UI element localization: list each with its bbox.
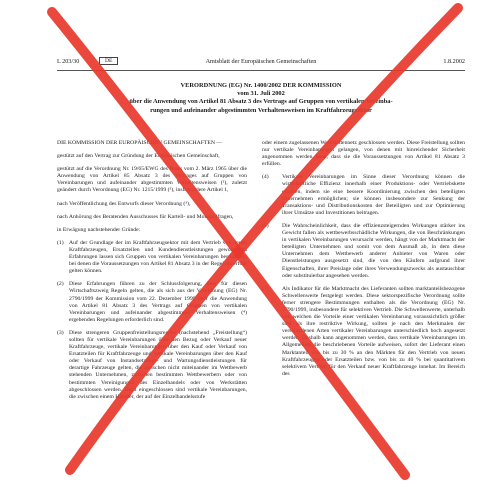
recital-item xyxy=(57,240,247,275)
recital-text: Diese Erfahrungen führen zu der Schlussfolgerung, dass für diesen Wirtschaftszweig Regeln gelten, die als sich aus der Verordnung (EG) Nr. 2790/1999 der Kommission vom 22. Dezember 1999 über die Anwendung von Artikel 81 Absatz 3 des Vertrags auf Gruppen von vertikalen Vereinbarungen und aufeinander abgestimmten Verhaltensweisen (⁴) ergebenden Regelungen erforderlich sind. xyxy=(69,281,247,323)
recital-item xyxy=(57,281,247,324)
recital-number: (7) xyxy=(262,285,269,292)
preamble-paragraph: nach Veröffentlichung des Entwurfs dieser Verordnung (³), xyxy=(57,200,191,207)
recital-number: (3) xyxy=(57,329,64,336)
page-reference: L 203/30 xyxy=(57,58,80,65)
title-line-2: vom 31. Juli 2002 xyxy=(237,90,285,98)
left-column xyxy=(57,140,247,407)
recital-text: Auf der Grundlage der im Kraftfahrzeugsektor mit dem Vertrieb von neuen Kraftfahrzeugen, Ersatzteilen und Kundendienstleistungen gewonnenen Erfahrungen lassen sich Gruppen von vertikalen Vereinbarungen bestimmen, bei denen die Voraussetzungen von Artikel 81 Absatz 3 in der Regel als erfüllt gelten können. xyxy=(69,239,247,275)
recital-item xyxy=(262,174,465,217)
recital-text: Diese strengeren Gruppenfreistellungsregeln (nachstehend „Freistellung“) sollten für vertikale Vereinbarungen über den Bezug oder Verkauf neuer Kraftfahrzeuge, vertikale Vereinbarungen über den Kauf oder Verkauf von Ersatzteilen für Kraftfahrzeuge und vertikale Vereinbarungen über den Kauf oder Verkauf von Instandsetzungs- und Wartungsdienstleistungen für derartige Fahrzeuge gelten, die zwischen nicht miteinander im Wettbewerb stehenden Unternehmen, zwischen bestimmten Wettbewerbern oder von bestimmten Vereinigungen des Einzelhandels oder von Werkstätten abgeschlossen werden. Dazu eingeschlossen sind vertikale Vereinbarungen, die zwischen einem Händler, der auf der Einzelhandelsstufe xyxy=(69,329,247,400)
recital-item xyxy=(262,223,465,280)
recital-item xyxy=(262,286,465,378)
preamble-paragraph: nach Anhörung des Beratenden Ausschusses für Kartell- und Monopolfragen, xyxy=(57,213,234,220)
preamble-paragraph: in Erwägung nachstehender Gründe: xyxy=(57,226,141,233)
language-badge: DE xyxy=(99,57,118,65)
title-line-3: über die Anwendung von Artikel 81 Absatz 3 des Vertrags auf Gruppen von vertikalen Vereinba- xyxy=(129,98,393,106)
recital-number: (2) xyxy=(57,281,64,288)
header-rule xyxy=(57,70,465,71)
right-column xyxy=(262,140,465,384)
continued-paragraph: oder einem zugelassenen Werkstättennetz geschlossen werden. Diese Freistellung sollten nur vertikale Vereinbarungen gelangen, von denen mit hinreichender Sicherheit angenommen werden kann, dass sie die Voraussetzungen von Artikel 81 Absatz 3 erfüllen. xyxy=(262,140,465,168)
page-header xyxy=(57,58,465,70)
recital-number: (1) xyxy=(57,239,64,246)
recital-item xyxy=(57,330,247,401)
journal-name: Amtsblatt der Europäischen Gemeinschaften xyxy=(205,58,317,65)
recital-text: Vertikale Vereinbarungen im Sinne dieser Verordnung können die wirtschaftliche Effizienz innerhalb einer Produktions- oder Vertriebskette erhöhen, indem sie eine bessere Koordinierung zwischen den beteiligten Unternehmen ermöglichen; sie können insbesondere zur Senkung der Transaktions- und Distributionskosten der Beteiligten und zur Optimierung ihrer Umsätze und Investitionen beitragen. xyxy=(282,174,465,216)
preamble-paragraph: gestützt auf die Verordnung Nr. 19/65/EWG des Rates vom 2. März 1965 über die Anwendung von Artikel 85 Absatz 3 des Vertrages auf Gruppen von Vereinbarungen und aufeinander abgestimmten Verhaltensweisen (¹), zuletzt geändert durch Verordnung (EG) Nr. 1215/1999 (²), insbesondere Artikel 1, xyxy=(57,166,247,194)
preamble-intro: DIE KOMMISSION DER EUROPÄISCHEN GEMEINSCHAFTEN — xyxy=(57,140,223,146)
recital-text: Die Wahrscheinlichkeit, dass die effizienzsteigernden Wirkungen stärker ins Gewicht fallen als wettbewerbsschädliche Wirkungen, die von Beschränkungen in vertikalen Vereinbarungen verursacht werden, hängt von der Marktmacht der beteiligten Unternehmen und somit von dem Ausmaß ab, in dem diese Unternehmen dem Wettbewerb anderer Anbieter von Waren oder Dienstleistungen ausgesetzt sind, die von den Käufern aufgrund ihrer Eigenschaften, ihrer Preislage oder ihres Verwendungszwecks als austauschbar oder substituierbar angesehen werden. xyxy=(282,222,465,279)
preamble-paragraph: gestützt auf den Vertrag zur Gründung der Europäischen Gemeinschaft, xyxy=(57,153,220,160)
recital-text: Als Indikator für die Marktmacht des Lieferanten sollten marktanteilsbezogene Schwellenwerte festgelegt werden. Diese sektorspezifische Verordnung sollte ferner strengere Bestimmungen enthalten als die Verordnung (EG) Nr. 2790/1999, insbesondere für selektiven Vertrieb. Die Schwellenwerte, unterhalb von welchen die Vorteile einer vertikalen Vereinbarung voraussichtlich größer sind als ihre restriktive Wirkung, sollten je nach den Merkmalen der verschiedenen Arten vertikaler Vereinbarungen unterschiedlich hoch angesetzt werden. Deshalb kann angenommen werden, dass vertikale Vereinbarungen im Allgemeinen die beschriebenen Vorteile aufweisen, sofort der Lieferant einen Marktanteil von bis zu 30 % an den Märkten für den Vertrieb von neuen Kraftfahrzeugen oder Ersatzteilen bzw. von bis zu 40 % bei quantitativem selektivem Vertrieb für den Verkauf neuer Kraftfahrzeuge innehat. Im Bereich des xyxy=(282,285,465,377)
title-line-4: rungen und aufeinander abgestimmten Verhaltensweisen im Kraftfahrzeugsektor xyxy=(150,106,372,114)
recital-number: (5) xyxy=(262,222,269,229)
title-line-1: VERORDNUNG (EG) Nr. 1400/2002 DER KOMMISSION xyxy=(180,82,342,89)
regulation-title xyxy=(57,82,465,115)
recital-number: (4) xyxy=(262,174,269,181)
publication-date: 1.8.2002 xyxy=(443,58,465,65)
